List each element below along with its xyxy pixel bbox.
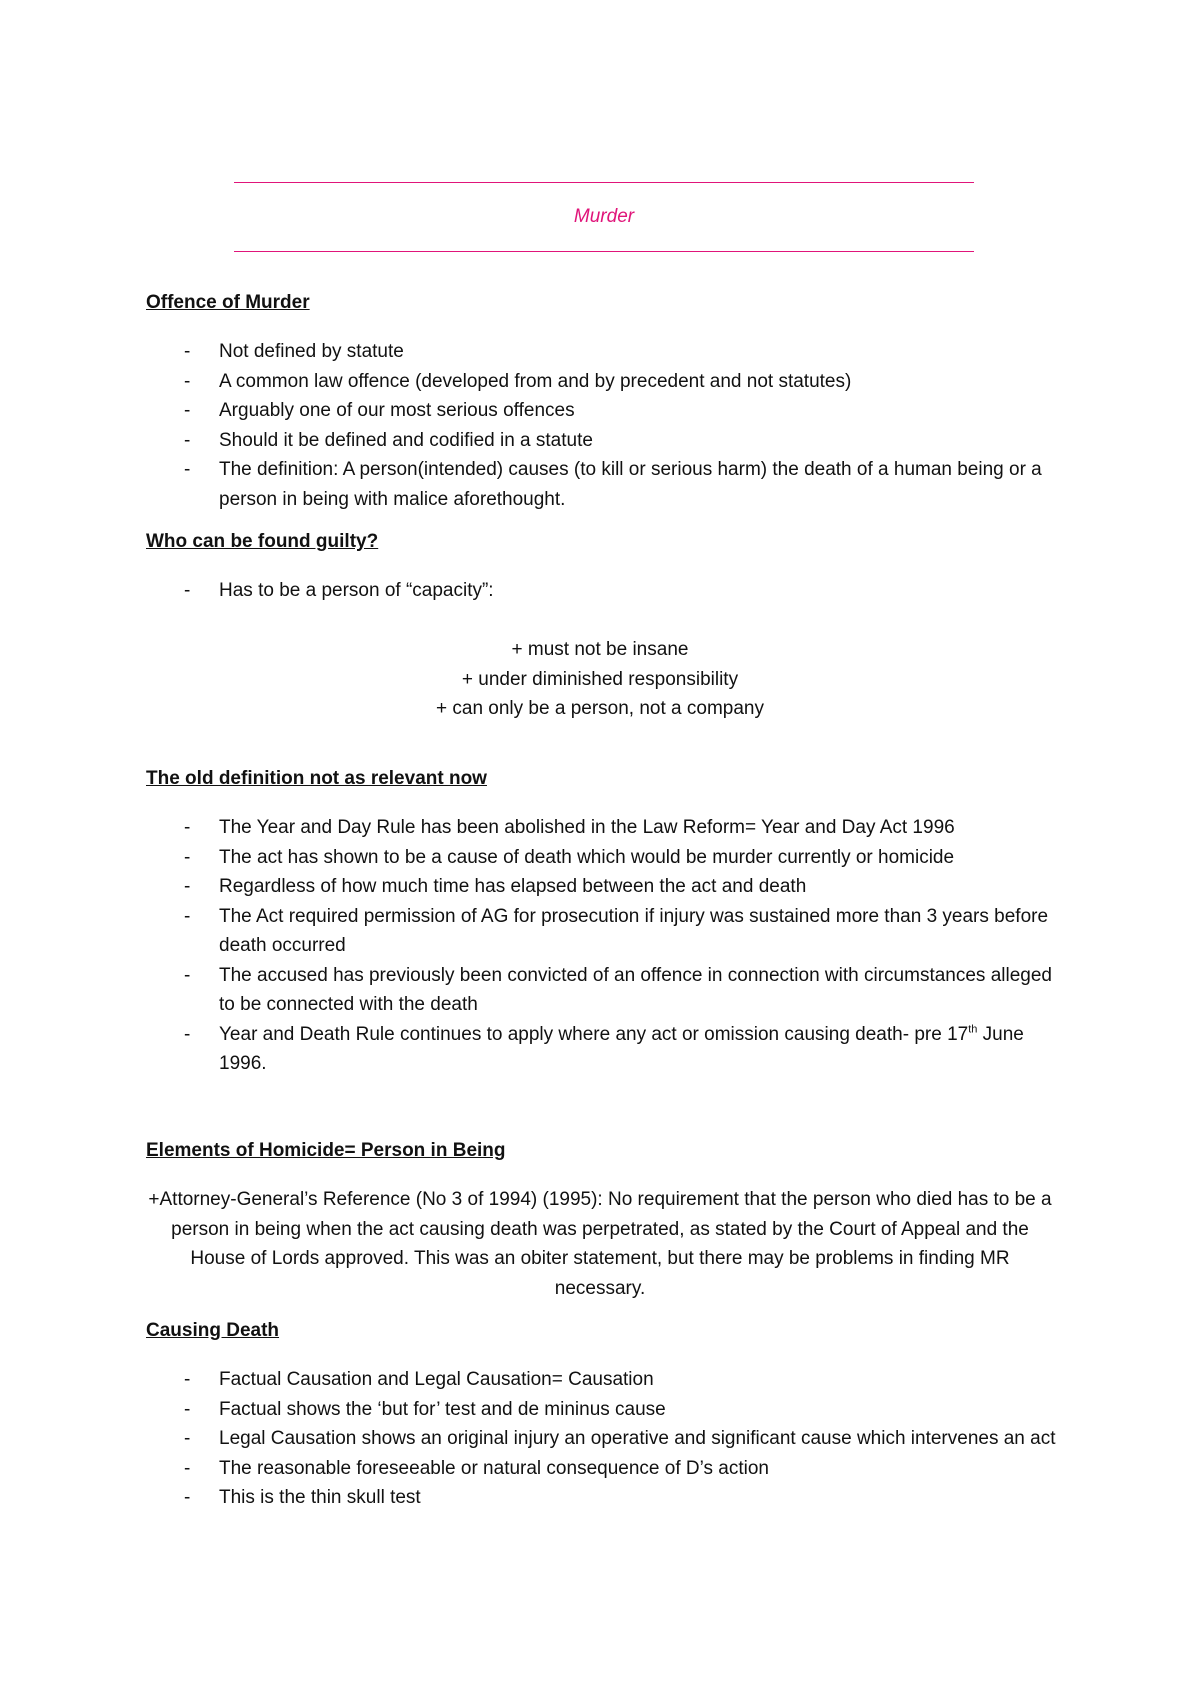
list-item: - Not defined by statute (146, 337, 1066, 367)
dash-bullet: - (184, 905, 191, 927)
dash-bullet: - (184, 1369, 191, 1390)
list-item: - The act has shown to be a cause of death which would be murder currently or homicide (146, 843, 1066, 873)
dash-bullet: - (184, 341, 191, 362)
list-item: - Factual shows the ‘but for’ test and de mininus cause (146, 1395, 1066, 1425)
old-definition-list (146, 813, 1066, 1079)
offence-of-murder-list (146, 337, 1066, 514)
capacity-condition: + can only be a person, not a company (436, 698, 764, 719)
list-item: - Regardless of how much time has elapsed between the act and death (146, 872, 1066, 902)
list-item: - The definition: A person(intended) causes (to kill or serious harm) the death of a human being or a person in being with malice aforethought. (146, 455, 1066, 514)
ordinal-suffix: th (968, 1023, 978, 1036)
dash-bullet: - (184, 876, 191, 897)
list-item: - Year and Death Rule continues to apply where any act or omission causing death- pre 17th June 1996. (146, 1020, 1066, 1079)
list-item: - The reasonable foreseeable or natural consequence of D’s action (146, 1454, 1066, 1484)
list-item: - The Act required permission of AG for prosecution if injury was sustained more than 3 years before death occurred (146, 902, 1066, 961)
dash-bullet: - (184, 429, 191, 451)
list-item: - The accused has previously been convicted of an offence in connection with circumstances alleged to be connected with the death (146, 961, 1066, 1020)
dash-bullet: - (184, 1398, 191, 1420)
list-item: - This is the thin skull test (146, 1483, 1066, 1513)
capacity-condition: + under diminished responsibility (461, 668, 739, 690)
section-heading-causing-death: Causing Death (146, 1320, 280, 1341)
title-bottom-rule (234, 251, 974, 252)
dash-bullet: - (184, 1487, 191, 1508)
who-can-be-found-guilty-list (146, 576, 1066, 606)
paragraph-text: +Attorney-General’s Reference (No 3 of 1994) (1995): No requirement that the person who died has to be a person in being when the act causing death was perpetrated, as stated by the Court of Appeal and the House of Lords approved. This was an obiter statement, but there may be problems in finding MR necessary. (148, 1189, 1052, 1299)
list-item: - Has to be a person of “capacity”: (146, 576, 1066, 606)
dash-bullet: - (184, 1457, 191, 1479)
section-heading-elements-of-homicide: Elements of Homicide= Person in Being (146, 1140, 506, 1161)
dash-bullet: - (184, 370, 191, 392)
attorney-general-reference-paragraph (146, 1185, 1054, 1303)
page-title: Murder (573, 206, 635, 227)
list-item: - Legal Causation shows an original injury an operative and significant cause which intervenes an act (146, 1424, 1066, 1454)
dash-bullet: - (184, 580, 191, 601)
list-item: - A common law offence (developed from and by precedent and not statutes) (146, 367, 1066, 397)
dash-bullet: - (184, 400, 191, 421)
list-item: - Factual Causation and Legal Causation= Causation (146, 1365, 1066, 1395)
dash-bullet: - (184, 817, 191, 838)
section-heading-who-can-be-found-guilty: Who can be found guilty? (146, 531, 379, 552)
dash-bullet: - (184, 964, 191, 986)
title-top-rule (234, 182, 974, 183)
capacity-condition: + must not be insane (511, 639, 689, 660)
capacity-conditions (146, 635, 1054, 724)
section-heading-old-definition: The old definition not as relevant now (146, 768, 487, 789)
dash-bullet: - (184, 1428, 191, 1449)
list-item: - Should it be defined and codified in a statute (146, 426, 1066, 456)
section-heading-offence-of-murder: Offence of Murder (146, 292, 310, 313)
causing-death-list (146, 1365, 1066, 1513)
list-item: - Arguably one of our most serious offences (146, 396, 1066, 426)
dash-bullet: - (184, 846, 191, 868)
dash-bullet: - (184, 459, 191, 480)
list-item: - The Year and Day Rule has been abolished in the Law Reform= Year and Day Act 1996 (146, 813, 1066, 843)
dash-bullet: - (184, 1023, 191, 1045)
